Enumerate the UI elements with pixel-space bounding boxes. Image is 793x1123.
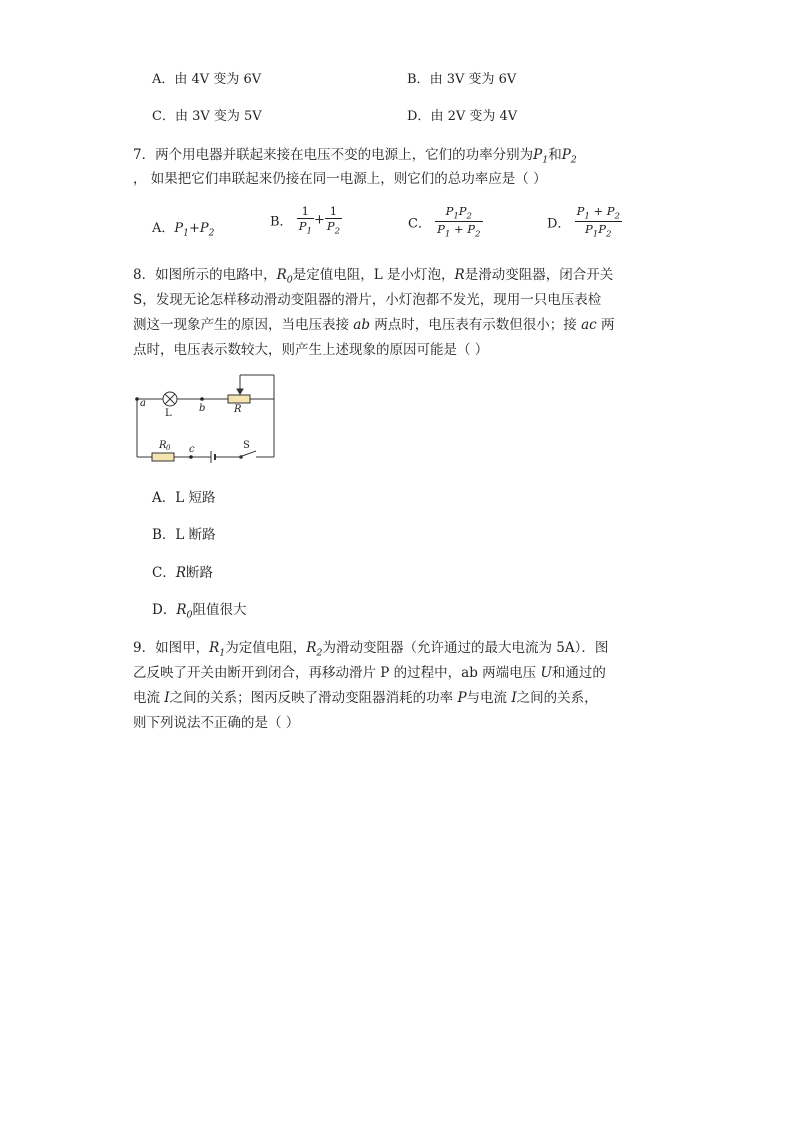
- text: 为定值电阻，: [225, 640, 307, 656]
- option-label: D．: [407, 109, 431, 124]
- option-label: D．: [152, 602, 177, 618]
- var-p: P: [445, 204, 454, 218]
- var-r: R: [176, 602, 187, 618]
- label-switch: S: [243, 440, 250, 451]
- option-label: C．: [152, 109, 175, 124]
- option-text: 由 3V 变为 6V: [429, 72, 517, 87]
- q9-stem-line1: [133, 636, 608, 659]
- label-lamp: L: [165, 408, 172, 419]
- q7-stem-line1: [133, 143, 577, 166]
- text: 乙反映了开关由断开到闭合，再移动滑片 P 的过程中，ab 两端电压: [133, 665, 541, 681]
- option-text: L 断路: [175, 527, 216, 543]
- subscript: 1: [183, 228, 189, 239]
- option-label: A．: [152, 72, 175, 87]
- option-text: 断路: [186, 565, 214, 581]
- text: 是定值电阻，L 是小灯泡，: [292, 267, 455, 283]
- var-p: P: [457, 690, 467, 706]
- label-r0-sub: 0: [166, 444, 171, 452]
- var-ac: ac: [581, 317, 597, 333]
- subscript: 2: [606, 229, 612, 240]
- option-label: C．: [408, 216, 431, 232]
- var-r: R: [306, 640, 317, 656]
- rheostat-body: [228, 395, 250, 403]
- subscript: 1: [542, 154, 549, 166]
- var-r: R: [454, 267, 465, 283]
- fraction: [297, 204, 314, 236]
- option-label: C．: [152, 565, 176, 581]
- numerator: [575, 204, 622, 221]
- q8-stem-line2: [133, 288, 601, 308]
- var-r: R: [276, 267, 287, 283]
- q6-option-a: [152, 68, 261, 87]
- denominator: [435, 221, 482, 239]
- subscript: 2: [475, 229, 481, 240]
- text: 9．如图甲，: [133, 640, 210, 656]
- q8-option-c: [152, 561, 213, 581]
- node-c: [189, 455, 193, 459]
- var-p: P: [326, 219, 335, 233]
- var-p: P: [467, 222, 476, 237]
- text: 和: [548, 147, 562, 163]
- text: 和通过的: [551, 665, 606, 681]
- option-label: B．: [407, 72, 430, 87]
- denominator: [325, 218, 342, 236]
- option-label: B．: [270, 214, 293, 230]
- text: 电流: [133, 690, 165, 706]
- text: ， 如果把它们串联起来仍接在同一电源上，则它们的总功率应是（ ）: [133, 171, 547, 187]
- q9-stem-line2: [133, 661, 606, 681]
- var-p: P: [174, 221, 184, 236]
- subscript: 1: [444, 229, 451, 240]
- option-label: D．: [547, 216, 571, 232]
- slider-arrow: [237, 389, 243, 394]
- q8-stem-line1: [133, 263, 613, 286]
- var-p: P: [437, 222, 445, 237]
- plus: +: [313, 212, 325, 228]
- text: 与电流: [466, 690, 512, 706]
- node-b: [200, 397, 204, 401]
- subscript: 2: [466, 211, 473, 222]
- q8-option-d: [152, 598, 247, 621]
- q6-option-c: [152, 105, 262, 124]
- q9-stem-line4: [133, 711, 299, 731]
- fraction: [325, 204, 342, 236]
- q6-option-b: [407, 68, 516, 87]
- q7-stem-line2: [133, 167, 547, 187]
- text: 则下列说法不正确的是（ ）: [133, 715, 300, 731]
- plus: +: [450, 222, 468, 237]
- option-text: 由 3V 变为 5V: [174, 109, 262, 124]
- subscript: 2: [208, 228, 215, 239]
- subscript: 1: [306, 226, 312, 237]
- subscript: 2: [570, 154, 577, 166]
- option-text: 阻值很大: [192, 602, 247, 618]
- fixed-resistor-body: [152, 453, 174, 461]
- denominator: [575, 221, 622, 239]
- var-p: P: [533, 147, 543, 163]
- var-i: I: [164, 690, 170, 706]
- q9-stem-line3: [133, 686, 598, 706]
- text: 为滑动变阻器（允许通过的最大电流为 5A）．图: [322, 640, 609, 656]
- text: 点时，电压表示数较大，则产生上述现象的原因可能是（ ）: [133, 342, 489, 358]
- option-text: L 短路: [175, 490, 216, 506]
- circuit-diagram: [128, 370, 288, 470]
- q8-stem-line4: [133, 338, 488, 358]
- label-r0: R: [159, 440, 167, 451]
- numerator: [435, 204, 482, 221]
- q8-option-a: [152, 486, 216, 506]
- option-label: A．: [152, 221, 175, 236]
- option-text: 由 2V 变为 4V: [430, 109, 518, 124]
- text: 8．如图所示的电路中，: [133, 267, 277, 283]
- var-u: U: [540, 665, 552, 681]
- var-p: P: [458, 204, 467, 218]
- option-label: A．: [152, 490, 176, 506]
- text: 两点时，电压表有示数但很小；接: [370, 317, 582, 333]
- var-p: P: [576, 204, 585, 218]
- text: 之间的关系；图丙反映了滑动变阻器消耗的功率: [169, 690, 458, 706]
- var-r: R: [209, 640, 220, 656]
- text: 是滑动变阻器，闭合开关: [464, 267, 614, 283]
- subscript: 0: [286, 274, 293, 286]
- q8-stem-line3: [133, 313, 615, 333]
- var-p: P: [298, 219, 307, 233]
- subscript: 0: [186, 609, 193, 621]
- subscript: 2: [614, 211, 620, 222]
- q7-option-b: [270, 204, 342, 236]
- var-p: P: [561, 147, 571, 163]
- var-ab: ab: [353, 317, 370, 333]
- label-rheostat: R: [234, 404, 242, 415]
- subscript: 1: [584, 211, 590, 222]
- var-r: R: [175, 565, 187, 581]
- text: 之间的关系，: [516, 690, 598, 706]
- subscript: 1: [219, 647, 226, 659]
- text: 测这一现象产生的原因，当电压表接: [133, 317, 354, 333]
- q7-option-c: [408, 204, 483, 240]
- fraction: [435, 204, 482, 240]
- switch-contact: [240, 456, 243, 459]
- var-p: P: [598, 222, 607, 237]
- node-a: [135, 397, 139, 401]
- label-b: b: [199, 403, 206, 414]
- subscript: 2: [316, 647, 323, 659]
- subscript: 1: [453, 211, 459, 222]
- text: S，发现无论怎样移动滑动变阻器的滑片，小灯泡都不发光，现用一只电压表检: [133, 292, 602, 308]
- label-c: c: [189, 444, 195, 455]
- option-label: B．: [152, 527, 176, 543]
- numerator: 1: [329, 204, 338, 218]
- var-p: P: [585, 222, 593, 237]
- denominator: [297, 218, 314, 236]
- var-p: P: [606, 204, 615, 218]
- subscript: 2: [334, 226, 341, 237]
- var-p: P: [199, 221, 209, 236]
- q7-option-d: [547, 204, 622, 240]
- numerator: 1: [301, 204, 309, 218]
- fraction: [575, 204, 622, 240]
- label-a: a: [140, 398, 146, 409]
- text: 7．两个用电器并联起来接在电压不变的电源上，它们的功率分别为: [133, 147, 534, 163]
- q6-option-d: [407, 105, 517, 124]
- var-i: I: [511, 690, 517, 706]
- plus: +: [188, 221, 200, 236]
- switch-lever: [242, 451, 256, 456]
- q7-option-a: [152, 217, 214, 239]
- q8-option-b: [152, 523, 216, 543]
- subscript: 1: [592, 229, 599, 240]
- option-text: 由 4V 变为 6V: [174, 72, 262, 87]
- text: 两: [596, 317, 615, 333]
- plus: +: [589, 204, 607, 218]
